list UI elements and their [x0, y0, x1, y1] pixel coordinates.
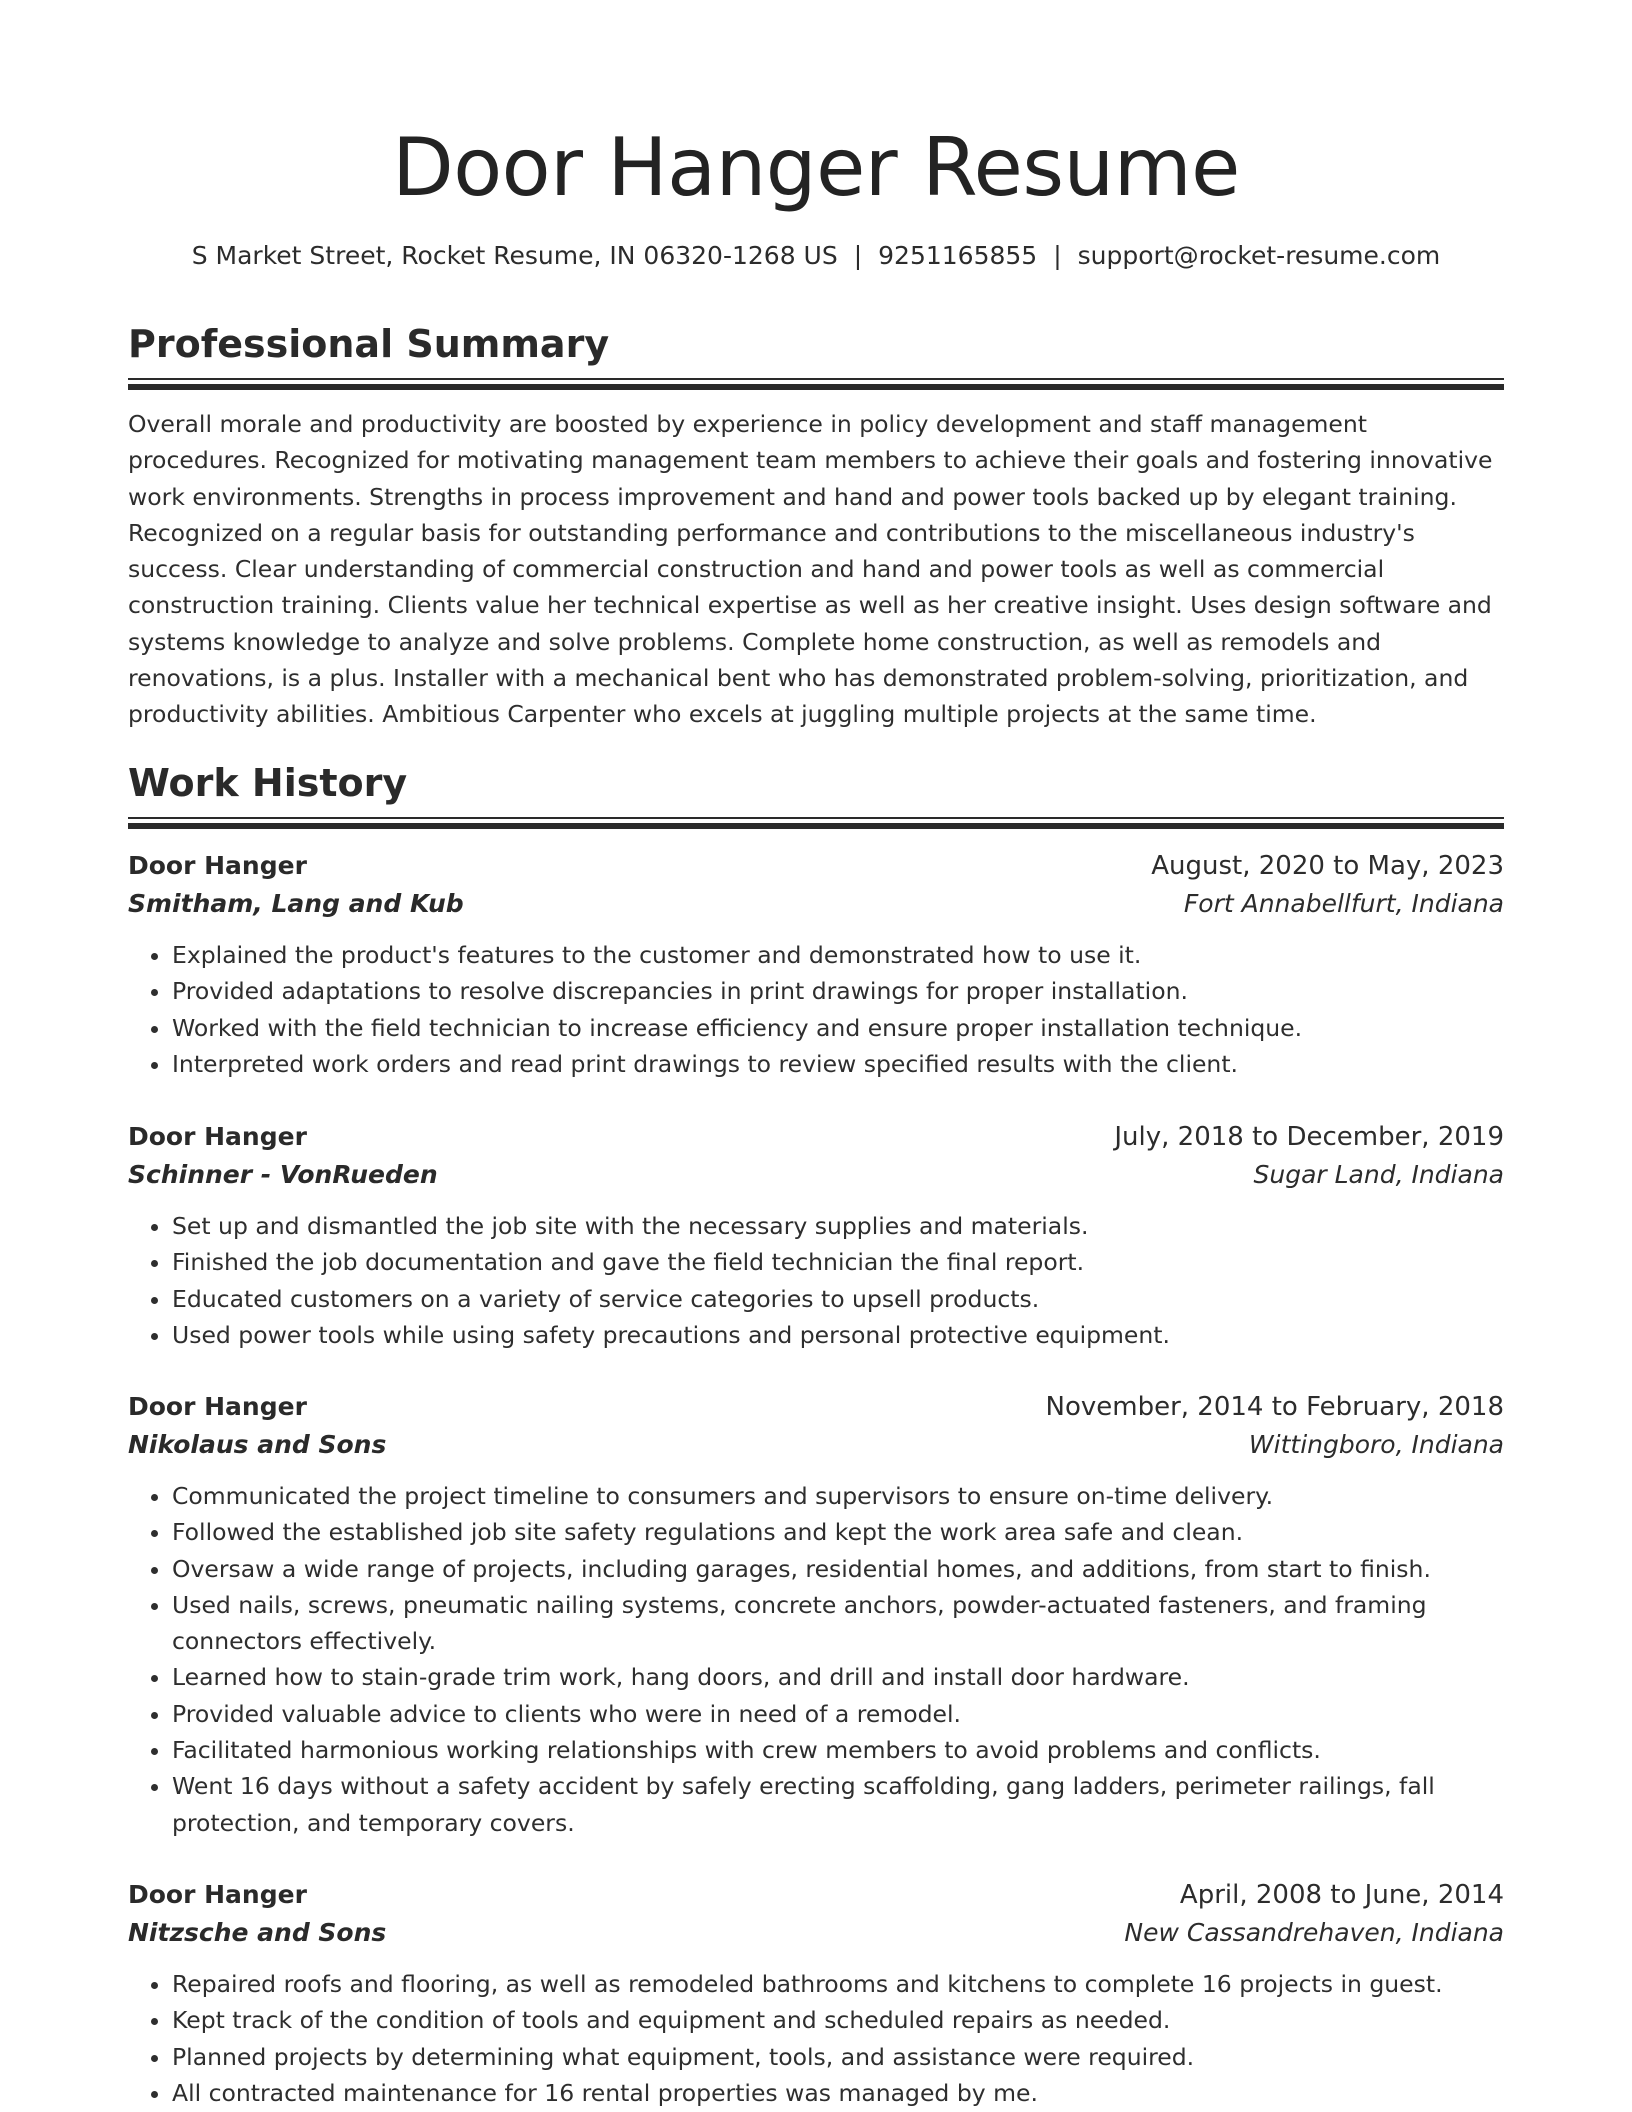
section-title-work-history: Work History	[128, 761, 408, 805]
job-location: Fort Annabellfurt, Indiana	[1183, 889, 1504, 918]
job-entry	[128, 1388, 1504, 1841]
list-item: • Communicated the project timeline to consumers and supervisors to ensure on-time delivery.	[172, 1478, 1504, 1514]
list-item: • Interpreted work orders and read print drawings to review specified results with the client.	[172, 1046, 1504, 1082]
contact-line	[128, 238, 1504, 274]
list-item: • Used power tools while using safety precautions and personal protective equipment.	[172, 1317, 1504, 1353]
job-company: Nikolaus and Sons	[128, 1430, 387, 1459]
work-history-section-header	[128, 759, 1504, 829]
list-item: • Worked with the field technician to increase efficiency and ensure proper installation technique.	[172, 1010, 1504, 1046]
job-title: Door Hanger	[128, 1880, 307, 1909]
list-item: • Provided valuable advice to clients who were in need of a remodel.	[172, 1696, 1504, 1732]
job-company: Smitham, Lang and Kub	[128, 889, 464, 918]
job-dates: April, 2008 to June, 2014	[1179, 1880, 1504, 1910]
list-item: • Educated customers on a variety of service categories to upsell products.	[172, 1281, 1504, 1317]
section-rule	[128, 384, 1504, 390]
job-bullets	[128, 1478, 1504, 1841]
address: S Market Street, Rocket Resume, IN 06320-1268 US	[191, 241, 838, 270]
section-title-summary: Professional Summary	[128, 322, 610, 366]
separator: |	[853, 241, 863, 270]
section-rule	[128, 823, 1504, 829]
job-dates: July, 2018 to December, 2019	[1114, 1122, 1504, 1152]
section-rule	[128, 817, 1504, 819]
job-dates: November, 2014 to February, 2018	[1045, 1392, 1504, 1422]
job-bullets	[128, 1208, 1504, 1353]
list-item: • Oversaw a wide range of projects, including garages, residential homes, and additions, from start to finish.	[172, 1551, 1504, 1587]
section-rule	[128, 378, 1504, 380]
job-bullets	[128, 1966, 1504, 2111]
summary-section-header	[128, 320, 1504, 390]
job-entry	[128, 1876, 1504, 2111]
job-location: New Cassandrehaven, Indiana	[1124, 1918, 1504, 1947]
job-dates: August, 2020 to May, 2023	[1151, 851, 1504, 881]
list-item: • Set up and dismantled the job site with the necessary supplies and materials.	[172, 1208, 1504, 1244]
email: support@rocket-resume.com	[1077, 241, 1441, 270]
job-bullets	[128, 937, 1504, 1082]
resume-name: Door Hanger Resume	[392, 121, 1240, 214]
list-item: • Repaired roofs and flooring, as well as remodeled bathrooms and kitchens to complete 16 projects in guest.	[172, 1966, 1504, 2002]
job-title: Door Hanger	[128, 1392, 307, 1421]
job-company: Nitzsche and Sons	[128, 1918, 387, 1947]
list-item: • Explained the product's features to the customer and demonstrated how to use it.	[172, 937, 1504, 973]
list-item: • Facilitated harmonious working relationships with crew members to avoid problems and conflicts.	[172, 1732, 1504, 1768]
separator: |	[1053, 241, 1062, 270]
list-item: • Kept track of the condition of tools and equipment and scheduled repairs as needed.	[172, 2002, 1504, 2038]
job-location: Sugar Land, Indiana	[1253, 1160, 1504, 1189]
list-item: • Provided adaptations to resolve discrepancies in print drawings for proper installation.	[172, 973, 1504, 1009]
job-title: Door Hanger	[128, 1122, 307, 1151]
summary-text: Overall morale and productivity are boosted by experience in policy development and staff management procedures. Recognized for motivating management team members to achieve their goals and fostering innovative work environments. Strengths in process improvement and hand and power tools backed up by elegant training. Recognized on a regular basis for outstanding performance and contributions to the miscellaneous industry's success. Clear understanding of commercial construction and hand and power tools as well as commercial construction training. Clients value her technical expertise as well as her creative insight. Uses design software and systems knowledge to analyze and solve problems. Complete home construction, as well as remodels and renovations, is a plus. Installer with a mechanical bent who has demonstrated problem-solving, prioritization, and productivity abilities. Ambitious Carpenter who excels at juggling multiple projects at the same time.	[128, 410, 1493, 729]
list-item: • All contracted maintenance for 16 rental properties was managed by me.	[172, 2075, 1504, 2111]
job-entry	[128, 847, 1504, 1082]
job-title: Door Hanger	[128, 851, 307, 880]
list-item: • Learned how to stain-grade trim work, hang doors, and drill and install door hardware.	[172, 1659, 1504, 1695]
list-item: • Finished the job documentation and gave the field technician the final report.	[172, 1244, 1504, 1280]
list-item: • Planned projects by determining what equipment, tools, and assistance were required.	[172, 2039, 1504, 2075]
job-location: Wittingboro, Indiana	[1248, 1430, 1504, 1459]
job-entry	[128, 1118, 1504, 1353]
job-company: Schinner - VonRueden	[128, 1160, 438, 1189]
list-item: • Went 16 days without a safety accident by safely erecting scaffolding, gang ladders, perimeter railings, fall protection, and temporary covers.	[172, 1768, 1504, 1841]
list-item: • Followed the established job site safety regulations and kept the work area safe and clean.	[172, 1514, 1504, 1550]
list-item: • Used nails, screws, pneumatic nailing systems, concrete anchors, powder-actuated fasteners, and framing connectors effectively.	[172, 1587, 1504, 1660]
phone: 9251165855	[878, 241, 1038, 270]
